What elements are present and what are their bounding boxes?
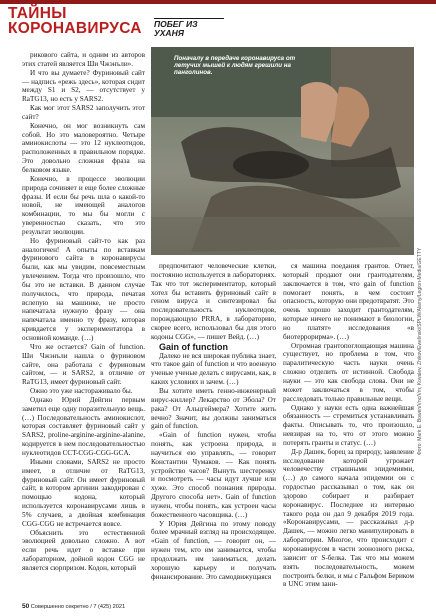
header-band	[0, 0, 436, 4]
text-column-1	[22, 51, 145, 596]
paragraph: «Gain of function нужен, чтобы понять, как устроена природа, и научиться ею управлять, — говорит Константин Чумаков. — Как понять устройство часов? Вынуть шестеренку и посмотреть — часы идут лучше или хуже. Это способ познания природы. Другого способа нет». Gain of function нужен, чтобы понять, как устроен часы божественного часовщика. (…)	[151, 431, 276, 519]
paragraph: Но фуриновый сайт-то как раз аналогичен! А опыты по вставкам фуринового сайта в коронавирусы были, как мы увидим, повсеместным увлечением. Тогда что произошло, что бы это не вставки. В данном случае получилось, что природа, печатая вслепую на машинке, не просто напечатала нужную фразу — она напечатала именно ту фразу, которая кривдается у экспериментатора в основной команде. (…)	[22, 236, 145, 342]
paragraph: Ожно это уже настораживало бы.	[30, 387, 133, 396]
photo-illustration	[151, 47, 414, 255]
text-column-3	[283, 262, 414, 596]
publication-name: Совершенно секретно / 7 (425) 2021	[30, 604, 126, 610]
paragraph: Иными словами, SARS2 не просто имеет, в отличие от RaTG13, фуриновый сайт. Он имеет фуриновый сайт, в котором аргинин закодирован с помощью кодона, который используется коронавирусами лишь в 5% случаев, а двойная комбинация CGG-CGG не встречается вовсе.	[22, 457, 145, 528]
paragraph: Огромная грантопоглощающая машина существует, но проблема в том, что паралитическую часть науки очень сложно отделить от истинной. Свобода науки — это как свобода слова. Они не может заключаться в том, чтобы расследовать только правильные вещи.	[283, 341, 414, 403]
page-footer	[22, 603, 125, 610]
paragraph: Как мог этот SARS2 заполучить этот сайт?	[22, 104, 145, 121]
paragraph: Далеко не вся широкая публика знает, что такое gain of function и что военную ученые ученые делать с вирусами, как, в каких условиях и зачем. (…)	[151, 351, 276, 387]
text-column-2	[151, 262, 276, 596]
paragraph: Д-р Дашек, борец за природу, заявление исследование которой угрожает человечеству страшными эпидемиями, (…) до самого начала эпидемии он с гордостью рассказывал о том, как он здорово собирает и разбирает коронавирус. Последнее из интервью такого рода он дал 9 декабря 2019 года. «Коронавирусами, — рассказывал д-р Дашек, — можно легко манипулировать в лаборатории. Многое, что происходит с коронавирусом в части зоонозного риска, зависит от S-белка. Так что мы можем взять последовательность, можем построить белки, и мы с Ральфом Бериком в UNC этим зани-	[283, 447, 414, 589]
rubric: ПОБЕГ ИЗ УХАНЯ	[154, 18, 224, 38]
paragraph: Вы хотите иметь генно-инженерный вирус-киллер? Лекарство от Эбола? От рака? От Альцгеймера? Хотите жить вечно? Значит, вы должны заниматься gain of function.	[151, 386, 276, 431]
paragraph: Конечно, в процессе эволюции природа сочиняет и еще более сложные фразы. И если бы речь шла о какой-то новой, не имеющей аналогов комбинации, то мы бы могли с уверенностью сказать, что это результат эволюции.	[22, 174, 145, 236]
paragraph: ся машина поедания грантов. Ответ, который продают они грантодателям, заключается в том, что gain of function помогает понять, в чем состоит опасность, которую они предотвратят. Это очень хорошо заходит грантодателям, которые ничего не понимают в биологии, но платят» исследования «в биотеррорирма». (…)	[283, 262, 414, 341]
paragraph: предпочитают человеческие клетки, постоянно используется в лабораториях. Так что тот экспериментатор, который хотел бы вставить фуриновый сайт в геном вируса и синтезировал бы последовательность нуклеотидов, порождающую PRRA, в лабораторию, скорее всего, использовал бы для этого кодоны CGG», — пишет Вейд. (…)	[151, 262, 276, 341]
page-number: 50	[22, 603, 30, 610]
paragraph: Однако у науки есть одна важнейшая обязанность — стремиться устанавливать факты. Описывать то, что произошло, невзирая на то, что от этого можно потерять гранты и статус. (…)	[283, 403, 414, 447]
paragraph: Что же остается? Gain of function. Ши Чжэнъли нашла о фуриновом сайте, она работала с фуриновым сайтом, — и SARS2, в отличие от RaTG13, имеет фуриновый сайт.	[22, 342, 145, 387]
section-title: ТАЙНЫ КОРОНАВИРУСА	[8, 5, 142, 37]
paragraph: Однако Юрий Дейгин первым заметил еще одну поразительную вещь. (…) Последовательность аминокислот, которая составляет фуриновый сайт у SARS2, proline-arginine-arginine-alanine, кодируется в нем последовательностью нуклеотидов CCT-CGG-CGG-GCA.	[22, 395, 145, 457]
paragraph: И что вы думаете? Фуриновый сайт — надпись «режь здесь», которая сидит между S1 и S2, — отсутствует у RaTG13, но есть у SARS2.	[22, 68, 145, 104]
subheading: Gain of function	[159, 341, 228, 352]
paragraph: Объяснить это естественной эволюцией довольно сложно. А вот если речь идет о вставке при лабораторном, дойной кодон CGG не является сюрпризом. Кодон, который	[22, 528, 145, 572]
photo-credit: Фото: Mark E. Bowen/Vnc/Vm; Kovalev, Zhikov/Ewelinski/SPLW/Alamy/Legion-Media/GETTY	[417, 247, 423, 455]
photo-caption: Поначалу в передаче коронавируса от летучих мышей к людям грешили на панголинов.	[174, 55, 296, 77]
paragraph: Конечно, он мог возникнуть сам собой. Но это маловероятно. Четыре аминокислоты — это 12 нуклеотидов, расположенных в правильном порядке. Это довольно сложная фраза на белковом языке.	[22, 121, 145, 174]
paragraph: рикового сайта, и одним из авторов этих статей является Ши Чжэнъли».	[22, 51, 145, 68]
bat-photo	[151, 47, 414, 255]
paragraph: У Юрия Дейгина по этому поводу более мрачный взгляд на происходящее. «Gain of function, — говорит он, — нужен тем, кто им занимается, чтобы продолжать им заниматься, делать хорошую карьеру и получать финансирование. Это самодвижущаяся	[151, 519, 276, 581]
